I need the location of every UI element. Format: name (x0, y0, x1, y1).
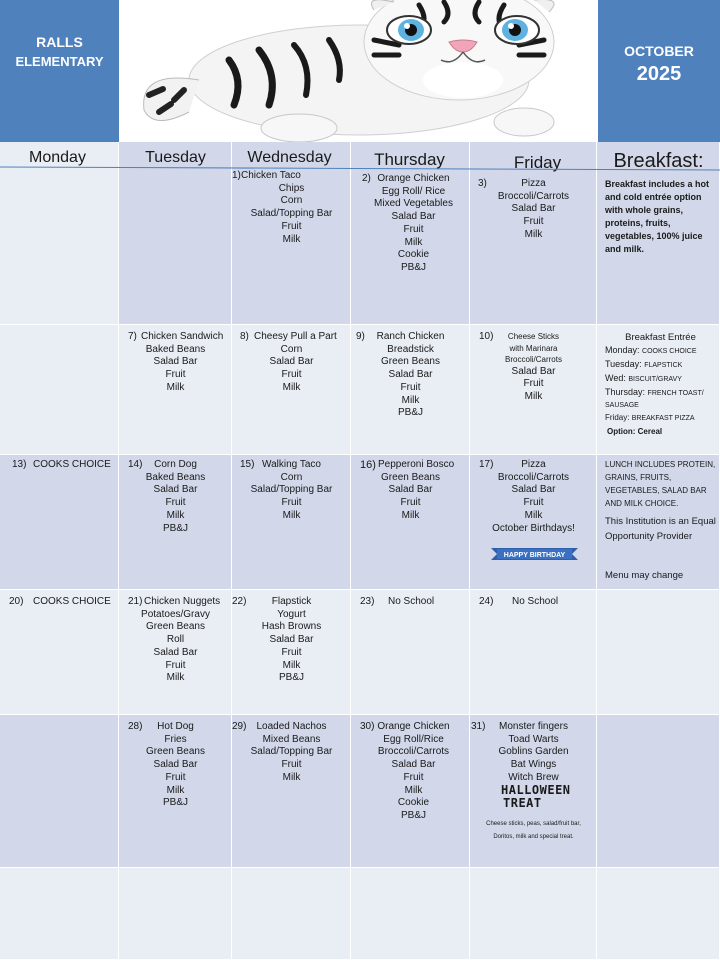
menu-item: Flapstick (271, 596, 312, 607)
menu-item: Broccoli/Carrots (505, 355, 562, 364)
menu-item: Corn (280, 343, 303, 355)
breakfast-info-text: Breakfast includes a hot and cold entrée option with whole grains, proteins, fruits, vegetables, 100% juice and milk. (605, 179, 710, 254)
breakfast-day-label: Thursday: (605, 387, 646, 397)
menu-item: Orange Chicken (377, 721, 450, 732)
day-number: 7) (128, 331, 137, 342)
menu-item: Green Beans (381, 356, 440, 368)
breakfast-day-label: Tuesday: (605, 359, 642, 369)
menu-item: Cookie (397, 249, 430, 261)
menu-items (351, 173, 470, 275)
menu-item: No School (388, 596, 435, 607)
menu-day-28 (119, 721, 232, 861)
cell-mon-w6 (0, 868, 119, 960)
menu-item: Salad/Topping Bar (250, 484, 333, 496)
menu-items (232, 459, 351, 523)
menu-day-14 (119, 459, 232, 579)
menu-item: Milk (282, 233, 301, 245)
menu-item: Witch Brew (508, 771, 559, 783)
menu-day-1 (232, 170, 351, 320)
menu-item: Salad Bar (391, 759, 436, 771)
menu-item: Chicken Taco (241, 170, 301, 181)
menu-item: Fruit (523, 497, 544, 509)
menu-item: Chips (278, 182, 305, 194)
menu-day-30 (351, 721, 470, 861)
menu-item: Salad Bar (153, 484, 198, 496)
menu-item: Ranch Chicken (376, 331, 445, 342)
breakfast-option: Option: Cereal (607, 427, 663, 436)
menu-item: Cookie (397, 797, 430, 809)
dayname-wednesday: Wednesday (247, 149, 332, 166)
header-underline (0, 166, 720, 172)
menu-item: PB&J (400, 261, 426, 273)
day-number: 13) (12, 459, 27, 470)
menu-item: Milk (166, 672, 185, 684)
cell-tue-w6 (119, 868, 232, 960)
day-number: 22) (232, 596, 247, 607)
treat-title: TREAT (503, 796, 542, 810)
menu-item: Fruit (165, 369, 186, 381)
menu-items (119, 609, 232, 685)
day-number: 9) (356, 331, 365, 342)
day-number: 10) (479, 331, 494, 342)
school-name-line2: ELEMENTARY (15, 53, 104, 69)
menu-item: Milk (282, 771, 301, 783)
menu-item: Milk (524, 228, 543, 240)
menu-item: Cheesy Pull a Part (254, 331, 337, 342)
menu-items (470, 721, 597, 785)
menu-item: Monster fingers (499, 721, 568, 732)
day-number: 23) (360, 596, 375, 607)
menu-item: Salad Bar (269, 634, 314, 646)
menu-item: Fruit (281, 369, 302, 381)
day-number: 24) (479, 596, 494, 607)
menu-items (470, 178, 597, 242)
menu-day-8 (232, 331, 351, 451)
menu-items (351, 472, 470, 523)
menu-item: Milk (166, 381, 185, 393)
breakfast-day-value: COOKS CHOICE (642, 348, 697, 355)
menu-day-24 (470, 596, 597, 616)
day-number: 17) (479, 459, 494, 470)
menu-item: COOKS CHOICE (33, 459, 111, 470)
menu-items (470, 331, 597, 404)
menu-item: October Birthdays! (492, 522, 575, 534)
menu-item: PB&J (397, 407, 423, 419)
day-number: 29) (232, 721, 247, 732)
menu-item: Green Beans (381, 471, 440, 483)
menu-item: Fruit (403, 771, 424, 783)
day-number: 31) (471, 721, 486, 732)
cell-mon-w2 (0, 325, 119, 455)
menu-day-10 (470, 331, 597, 451)
menu-item: Roll (166, 634, 185, 646)
menu-item: Milk (166, 509, 185, 521)
menu-day-29 (232, 721, 351, 861)
dayname-tuesday: Tuesday (145, 149, 206, 166)
menu-item: Salad Bar (153, 356, 198, 368)
menu-item: Milk (404, 784, 423, 796)
dayname-breakfast: Breakfast: (613, 150, 704, 172)
school-name-line1: RALLS (36, 33, 83, 50)
breakfast-day-label: Wed: (605, 373, 626, 383)
dayname-thursday: Thursday (374, 150, 445, 169)
menu-item: Orange Chicken (377, 173, 450, 184)
tiger-mascot-illustration (119, 0, 598, 142)
menu-item: Fruit (523, 378, 544, 390)
menu-item: Breadstick (387, 343, 434, 355)
menu-item: Fruit (281, 220, 302, 232)
note-line: Doritos, milk and special treat. (493, 834, 574, 840)
menu-item: Fruit (165, 659, 186, 671)
menu-item: Fruit (281, 497, 302, 509)
menu-item: Corn (280, 195, 303, 207)
day-number: 15) (240, 459, 255, 470)
menu-item: Corn Dog (154, 459, 197, 470)
menu-day-7 (119, 331, 232, 451)
menu-item: Salad Bar (388, 369, 433, 381)
menu-item: Mixed Vegetables (374, 198, 453, 210)
day-number: 8) (240, 331, 249, 342)
menu-item: Milk (282, 659, 301, 671)
month-label: OCTOBER (624, 43, 694, 59)
menu-may-change-text: Menu may change (605, 570, 684, 581)
day-number: 1) (232, 170, 241, 181)
menu-day-22 (232, 596, 351, 716)
menu-items (232, 344, 351, 395)
menu-item: Milk (404, 236, 423, 248)
menu-item: Salad Bar (511, 484, 556, 496)
menu-item: COOKS CHOICE (33, 596, 111, 607)
menu-item: Salad Bar (511, 365, 556, 377)
happy-birthday-banner-icon (491, 546, 578, 562)
menu-item: Egg Roll/ Rice (381, 185, 446, 197)
menu-item: Bat Wings (510, 759, 557, 771)
day-number: 21) (128, 596, 143, 607)
day-number: 30) (360, 721, 375, 732)
menu-items (232, 183, 351, 247)
menu-item: Fruit (165, 771, 186, 783)
menu-item: Salad/Topping Bar (250, 208, 333, 220)
menu-item: Baked Beans (145, 343, 206, 355)
menu-item: Pepperoni Bosco (378, 459, 455, 470)
menu-item: Salad Bar (391, 211, 436, 223)
year-label: 2025 (636, 63, 682, 85)
menu-item: Milk (282, 509, 301, 521)
menu-item: Pizza (521, 178, 546, 189)
cell-thu-w6 (351, 868, 470, 960)
menu-item: Mixed Beans (262, 733, 321, 745)
menu-item: Pizza (521, 459, 546, 470)
menu-item: Chicken Nuggets (144, 596, 221, 607)
menu-item: Hash Browns (261, 621, 322, 633)
menu-item: Fruit (400, 381, 421, 393)
tiger-mascot-icon (119, 0, 598, 142)
cell-side-w5 (597, 715, 720, 868)
menu-items (119, 459, 232, 535)
dayname-monday: Monday (29, 149, 86, 166)
cell-side-w4 (597, 590, 720, 715)
menu-item: Corn (280, 471, 303, 483)
menu-item: Toad Warts (508, 733, 559, 745)
menu-item: Milk (524, 509, 543, 521)
breakfast-day-value: SAUSAGE (605, 402, 639, 409)
menu-day-2 (351, 173, 470, 323)
menu-item: Salad/Topping Bar (250, 746, 333, 758)
menu-item: Broccoli/Carrots (377, 746, 450, 758)
menu-item: Walking Taco (262, 459, 321, 470)
school-name-box (0, 0, 119, 142)
day-number: 2) (362, 173, 371, 184)
menu-item: Green Beans (146, 621, 205, 633)
equal-opportunity-text: This Institution is an Equal Opportunity Provider (605, 516, 716, 542)
menu-item: with Marinara (509, 343, 558, 353)
breakfast-day-value: FLAPSTICK (644, 362, 683, 369)
halloween-title: HALLOWEEN (501, 783, 571, 797)
day-number: 20) (9, 596, 24, 607)
breakfast-day-value: BISCUIT/GRAVY (628, 376, 682, 383)
note-line: Cheese sticks, peas, salad/fruit bar, (486, 821, 581, 827)
menu-item: Salad Bar (388, 484, 433, 496)
happy-birthday-text: HAPPY BIRTHDAY (503, 552, 566, 559)
breakfast-entree-title: Breakfast Entrée (625, 332, 696, 343)
dayname-friday: Friday (513, 153, 562, 172)
menu-item: PB&J (400, 809, 426, 821)
menu-items (351, 721, 470, 823)
menu-item: Milk (282, 381, 301, 393)
menu-item: Milk (401, 394, 420, 406)
menu-day-16 (351, 459, 470, 579)
menu-item: Fruit (165, 497, 186, 509)
menu-item: Baked Beans (145, 471, 206, 483)
menu-item: PB&J (278, 672, 304, 684)
breakfast-day-value: FRENCH TOAST/ (647, 390, 704, 397)
menu-day-23 (351, 596, 470, 616)
menu-item: Salad Bar (153, 646, 198, 658)
menu-item: Milk (401, 509, 420, 521)
menu-item: No School (512, 596, 559, 607)
menu-item: Potatoes/Gravy (141, 608, 210, 620)
cell-fri-w6 (470, 868, 597, 960)
menu-item: Cheese Sticks (507, 332, 560, 341)
menu-item: Fruit (281, 759, 302, 771)
menu-day-9 (351, 331, 470, 451)
menu-items (351, 331, 470, 420)
menu-item: Green Beans (146, 746, 205, 758)
breakfast-day-value: BREAKFAST PIZZA (631, 415, 695, 422)
breakfast-entree-list (605, 331, 716, 438)
menu-items (470, 459, 597, 535)
menu-item: Broccoli/Carrots (497, 471, 570, 483)
menu-item: Loaded Nachos (256, 721, 327, 732)
day-number: 14) (128, 459, 143, 470)
menu-items (119, 344, 232, 395)
cell-side-w6 (597, 868, 720, 960)
menu-item: PB&J (162, 522, 188, 534)
menu-item: Milk (166, 784, 185, 796)
day-number: 16) (360, 459, 376, 471)
month-year-box (598, 0, 720, 142)
menu-day-3 (470, 178, 597, 328)
day-number: 28) (128, 721, 143, 732)
cell-wed-w6 (232, 868, 351, 960)
menu-day-13 (0, 459, 119, 479)
menu-item: Fruit (400, 497, 421, 509)
menu-item: Yogurt (277, 608, 306, 620)
menu-item: Fruit (523, 216, 544, 228)
menu-item: Milk (524, 390, 543, 402)
menu-day-21 (119, 596, 232, 716)
menu-items (232, 721, 351, 785)
halloween-note (470, 818, 597, 844)
menu-item: Fruit (403, 223, 424, 235)
menu-items (232, 596, 351, 685)
menu-day-15 (232, 459, 351, 579)
lunch-info-text: LUNCH INCLUDES PROTEIN, GRAINS, FRUITS, VEGETABLES, SALAD BAR AND MILK CHOICE. (605, 460, 716, 508)
cell-mon-w5 (0, 715, 119, 868)
menu-item: Chicken Sandwich (141, 331, 224, 342)
menu-item: Hot Dog (157, 721, 194, 732)
menu-item: Fries (164, 733, 187, 745)
menu-item: Salad Bar (269, 356, 314, 368)
menu-day-20 (0, 596, 119, 616)
menu-item: Salad Bar (153, 759, 198, 771)
menu-item: PB&J (162, 797, 188, 809)
menu-item: Salad Bar (511, 203, 556, 215)
menu-item: Goblins Garden (498, 746, 569, 758)
header-banner (0, 0, 720, 142)
menu-day-31 (470, 721, 597, 861)
menu-items (119, 721, 232, 810)
menu-item: Broccoli/Carrots (497, 190, 570, 202)
menu-item: Egg Roll/Rice (383, 733, 444, 745)
breakfast-day-label: Monday: (605, 345, 640, 355)
breakfast-day-label: Friday: (605, 413, 630, 422)
day-number: 3) (478, 178, 487, 189)
menu-item: Fruit (281, 646, 302, 658)
